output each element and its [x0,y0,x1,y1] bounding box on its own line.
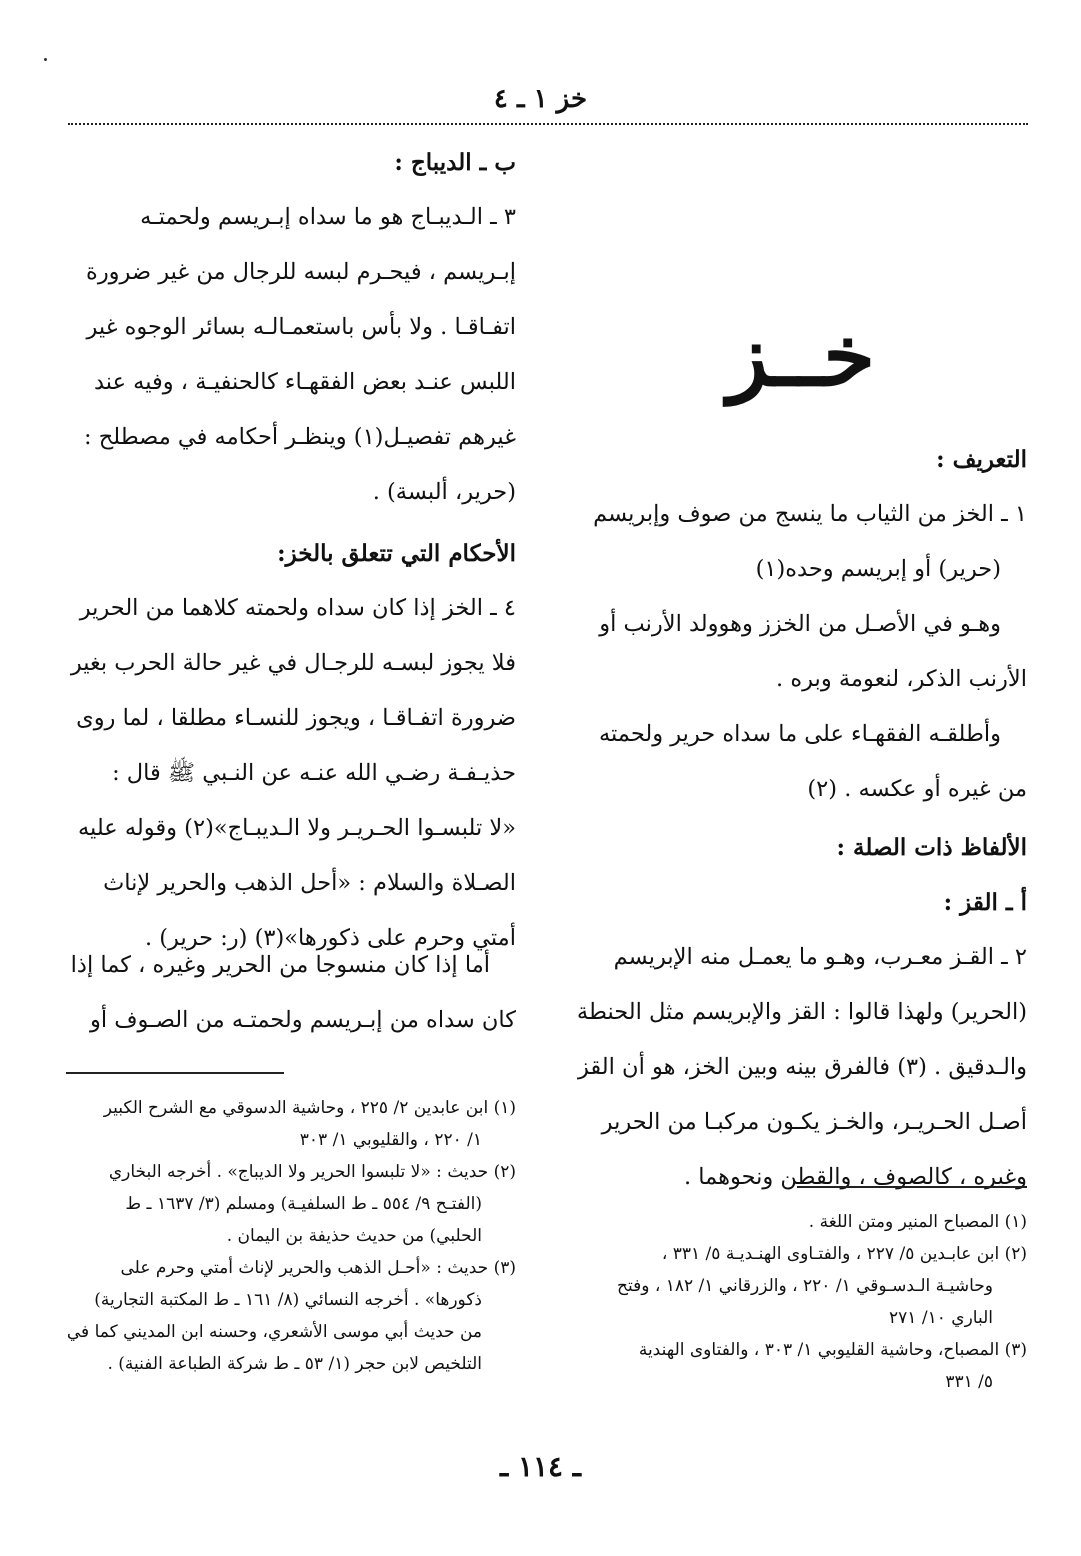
paragraph-6-line: «لا تلبسـوا الحـريـر ولا الـديبـاج»(٢) وقوله عليه [77,815,516,841]
running-header: خز ١ ـ ٤ [493,84,588,114]
footnote-3-left: (٣) حديث : «أحـل الذهب والحرير لإناث أمتي وحرم على [120,1258,516,1278]
paragraph-4-line: أصـل الحـريـر، والخـز يكـون مركبـا من الحرير [601,1109,1027,1135]
right-column-related [551,820,1027,1205]
footnote-2-left-cont: الحلبي) من حديث حذيفة بن اليمان . [226,1226,482,1246]
paragraph-6-line: حذيـفـة رضـي الله عنـه عن النـبي ﷺ قال : [112,760,516,786]
paragraph-5-line: اتفـاقـا . ولا بأس باستعمـالـه بسائر الوجوه غير [86,314,516,340]
subheading-dibaj: ب ـ الديباج : [394,149,516,176]
paragraph-4-line: وغيره ، كالصوف ، والقطن ونحوهما . [683,1164,1027,1190]
paragraph-5-line: ٣ ـ الـديبـاج هو ما سداه إبـريسم ولحمتـه [140,204,516,230]
paragraph-6-line: الصـلاة والسلام : «أحل الذهب والحرير لإناث [103,870,516,896]
footnote-1-left-cont: ١/ ٢٢٠ ، والقليوبي ١/ ٣٠٣ [299,1130,482,1150]
entry-title: خــز [727,306,875,405]
definition-heading: التعريف : [936,446,1027,473]
footnote-3-left-cont: التلخيص لابن حجر (١/ ٥٣ ـ ط شركة الطباعة الفنية) . [107,1354,482,1374]
footnote-rule-right [797,1186,1027,1188]
footnote-3-left-cont: من حديث أبي موسى الأشعري، وحسنه ابن المديني كما في [66,1322,482,1342]
left-column-dibaj [66,135,516,520]
paragraph-3-line: من غيره أو عكسه . (٢) [807,776,1027,802]
paragraph-6-line: فلا يجوز لبسـه للرجـال في غير حالة الحرب بغير [70,650,516,676]
footnote-3-right-cont: ٥/ ٣٣١ [945,1372,993,1392]
paragraph-1-line: (حرير) أو إبريسم وحده(١) [755,556,1001,582]
rulings-heading: الأحكام التي تتعلق بالخز: [277,540,516,567]
paragraph-2-line: الأرنب الذكر، لنعومة وبره . [776,666,1027,692]
related-terms-heading: الألفاظ ذات الصلة : [836,834,1027,861]
right-column-body [551,432,1027,817]
footnote-2-left: (٢) حديث : «لا تلبسوا الحرير ولا الديباج» . أخرجه البخاري [108,1162,516,1182]
footnotes-left [66,1092,516,1380]
footnote-2-right-cont: وحاشيـة الـدسـوقي ١/ ٢٢٠ ، والزرقاني ١/ ١٨٢ ، وفتح [616,1276,993,1296]
paragraph-5-line: (حرير، ألبسة) . [372,479,516,505]
paragraph-5-line: إبـريسم ، فيحـرم لبسه للرجال من غير ضرورة [86,259,516,285]
paragraph-6-line: أمتي وحرم على ذكورها»(٣) (ر: حرير) . [144,925,516,951]
paragraph-4-line: والـدقيق . (٣) فالفرق بينه وبين الخز، هو أن القز [577,1054,1027,1080]
footnote-rule-left [66,1072,284,1074]
paragraph-5-line: غيرهم تفصيـل(١) وينظـر أحكامه في مصطلح : [84,424,516,450]
footnotes-right [551,1206,1027,1398]
footnote-1-right: (١) المصباح المنير ومتن اللغة . [808,1212,1027,1232]
footnote-1-left: (١) ابن عابدين ٢/ ٢٢٥ ، وحاشية الدسوقي مع الشرح الكبير [103,1098,516,1118]
paragraph-4-line: (الحرير) ولهذا قالوا : القز والإبريسم مثل الحنطة [576,999,1027,1025]
paragraph-5-line: اللبس عنـد بعض الفقهـاء كالحنفيـة ، وفيه عند [94,369,516,395]
speck-mark [44,58,47,61]
left-column-p7 [66,938,516,1048]
paragraph-1-line: ١ ـ الخز من الثياب ما ينسج من صوف وإبريسم [593,501,1027,527]
paragraph-2-line: وهـو في الأصـل من الخزز وهوولد الأرنب أو [599,611,1001,637]
footnote-2-left-cont: (الفتـح ٩/ ٥٥٤ ـ ط السلفيـة) ومسلم (٣/ ١٦٣٧ ـ ط [125,1194,482,1214]
left-column-rulings [66,526,516,966]
paragraph-3-line: وأطلقـه الفقهـاء على ما سداه حرير ولحمته [598,721,1001,747]
footnote-3-right: (٣) المصباح، وحاشية القليوبي ١/ ٣٠٣ ، والفتاوى الهندية [638,1340,1027,1360]
footnote-2-right-cont: الباري ١٠/ ٢٧١ [889,1308,993,1328]
paragraph-7-line: أما إذا كان منسوجا من الحرير وغيره ، كما إذا [70,952,490,978]
paragraph-4-line: ٢ ـ القـز معـرب، وهـو ما يعمـل منه الإبريسم [613,944,1027,970]
header-dotted-rule [68,123,1028,125]
paragraph-6-line: ٤ ـ الخز إذا كان سداه ولحمته كلاهما من الحرير [79,595,516,621]
subheading-qazz: أ ـ القز : [943,889,1027,916]
footnote-3-left-cont: ذكورها» . أخرجه النسائي (٨/ ١٦١ ـ ط المكتبة التجارية) [94,1290,482,1310]
page-number: ـ ١١٤ ـ [499,1450,582,1483]
paragraph-7-line: كان سداه من إبـريسم ولحمتـه من الصـوف أو [89,1007,516,1033]
paragraph-6-line: ضرورة اتفـاقـا ، ويجوز للنسـاء مطلقا ، لما روى [76,705,516,731]
footnote-2-right: (٢) ابن عابـدين ٥/ ٢٢٧ ، والفتـاوى الهنـديـة ٥/ ٣٣١ ، [661,1244,1027,1264]
